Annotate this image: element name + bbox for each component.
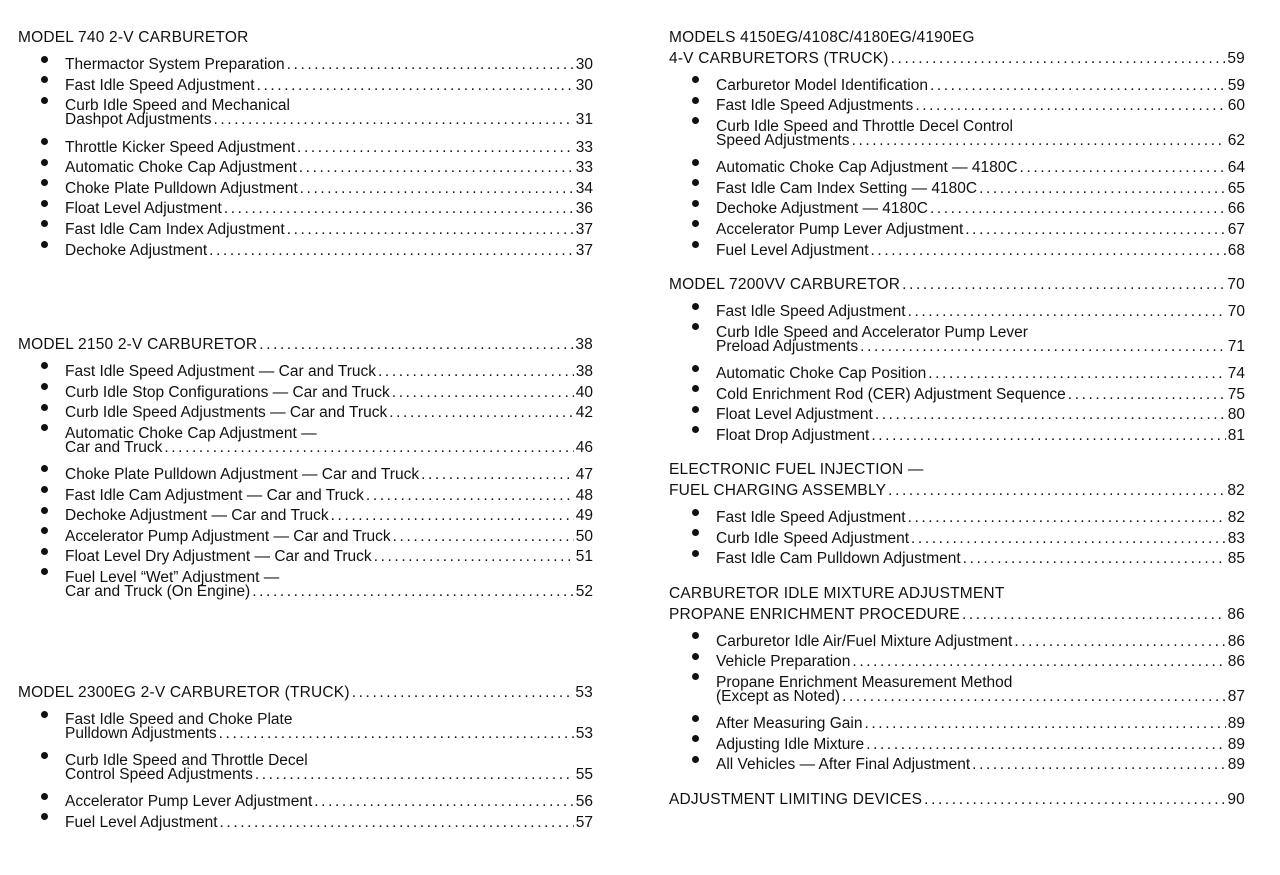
- toc-section: [669, 275, 1245, 444]
- dot-leader: [972, 755, 1226, 776]
- dot-leader: [871, 241, 1226, 262]
- dot-leader: [299, 158, 574, 179]
- entry-title: Thermactor System Preparation: [65, 56, 285, 74]
- bullet-icon: [18, 213, 65, 234]
- dot-leader: [366, 486, 574, 507]
- bullet-icon: [18, 376, 65, 397]
- dot-leader: [963, 549, 1226, 570]
- dot-leader: [842, 687, 1226, 708]
- bullet-icon: [18, 786, 65, 807]
- page-number: 70: [1227, 303, 1245, 321]
- entry-title: Automatic Choke Cap Adjustment: [65, 159, 297, 177]
- dot-leader: [331, 506, 574, 527]
- toc-entry: [18, 582, 593, 603]
- bullet-icon: [18, 458, 65, 479]
- dot-leader: [374, 547, 574, 568]
- toc-entry: [669, 502, 1245, 527]
- dot-leader: [871, 426, 1225, 447]
- dot-leader: [164, 438, 573, 459]
- bullet-icon: [669, 69, 716, 90]
- toc-entry: [669, 69, 1245, 94]
- dot-leader: [866, 735, 1226, 756]
- page-number: 87: [1227, 688, 1245, 705]
- dot-leader: [255, 765, 574, 786]
- page-number: 38: [575, 363, 593, 381]
- entry-title: Car and Truck (On Engine): [65, 582, 251, 600]
- page-number: 46: [575, 438, 593, 456]
- page-number: 86: [1227, 653, 1245, 671]
- dot-leader: [911, 529, 1226, 550]
- page-number: 81: [1227, 426, 1245, 444]
- entry-title: Curb Idle Speed and Throttle Decel Control: [716, 117, 1013, 135]
- entry-title: Choke Plate Pulldown Adjustment: [65, 179, 298, 197]
- toc-section: [18, 28, 593, 259]
- page-number: 34: [575, 179, 593, 197]
- entry-title: Curb Idle Speed and Throttle Decel: [65, 752, 308, 770]
- entry-title: Cold Enrichment Rod (CER) Adjustment Sequence: [716, 385, 1066, 403]
- bullet-icon: [18, 500, 65, 521]
- entry-title: Fast Idle Cam Index Adjustment: [65, 220, 285, 238]
- page-number: 38: [575, 335, 593, 353]
- dot-leader: [930, 76, 1226, 97]
- entry-title: Accelerator Pump Lever Adjustment: [65, 793, 313, 811]
- dot-leader: [930, 199, 1226, 220]
- bullet-icon: [669, 193, 716, 214]
- bullet-icon: [18, 704, 65, 725]
- entry-title: Fast Idle Cam Index Setting — 4180C: [716, 179, 978, 197]
- dot-leader: [1020, 158, 1226, 179]
- page-number: 68: [1227, 241, 1245, 259]
- bullet-icon: [669, 90, 716, 111]
- page-number: 55: [575, 766, 593, 784]
- entry-title: MODEL 2300EG 2-V CARBURETOR (TRUCK): [18, 683, 350, 701]
- page-number: 56: [575, 793, 593, 811]
- bullet-icon: [18, 520, 65, 541]
- dot-leader: [219, 724, 574, 745]
- entry-title: Float Level Adjustment: [716, 406, 873, 424]
- page-number: 49: [575, 507, 593, 525]
- toc-entry: [669, 687, 1245, 708]
- entry-title: ADJUSTMENT LIMITING DEVICES: [669, 790, 923, 808]
- entry-title: Curb Idle Speed Adjustments — Car and Truck: [65, 404, 388, 422]
- toc-entry: [18, 110, 593, 131]
- bullet-icon: [669, 522, 716, 543]
- bullet-icon: [669, 502, 716, 523]
- dot-leader: [352, 683, 574, 704]
- entry-title: Propane Enrichment Measurement Method: [716, 674, 1013, 691]
- dot-leader: [902, 275, 1225, 296]
- page-number: 67: [1227, 220, 1245, 238]
- page-number: 86: [1227, 632, 1245, 650]
- bullet-icon: [669, 152, 716, 173]
- dot-leader: [259, 335, 573, 356]
- dot-leader: [209, 241, 574, 262]
- right-column: [669, 28, 1245, 811]
- page-number: 74: [1227, 365, 1245, 383]
- bullet-icon: [669, 728, 716, 749]
- section-heading: [669, 460, 1245, 481]
- dot-leader: [287, 220, 574, 241]
- bullet-icon: [18, 806, 65, 827]
- page-number: 65: [1227, 179, 1245, 197]
- entry-title: Fast Idle Speed and Choke Plate: [65, 711, 293, 729]
- entry-title: Curb Idle Speed Adjustment: [716, 529, 910, 547]
- dot-leader: [860, 337, 1226, 358]
- entry-title: All Vehicles — After Final Adjustment: [716, 756, 971, 774]
- entry-title: Vehicle Preparation: [716, 653, 851, 671]
- page-number: 36: [575, 200, 593, 218]
- toc-entry: [669, 131, 1245, 152]
- page-number: 75: [1227, 385, 1245, 403]
- entry-title: Fuel Level Adjustment: [65, 814, 218, 832]
- entry-title: Carburetor Model Identification: [716, 76, 928, 94]
- bullet-icon: [669, 110, 716, 131]
- dot-leader: [421, 465, 574, 486]
- entry-title: Fast Idle Cam Adjustment — Car and Truck: [65, 486, 364, 504]
- bullet-icon: [669, 543, 716, 564]
- entry-title: PROPANE ENRICHMENT PROCEDURE: [669, 605, 960, 623]
- entry-title: Fast Idle Cam Pulldown Adjustment: [716, 550, 961, 568]
- page-number: 37: [575, 241, 593, 259]
- entry-title: Car and Truck: [65, 438, 163, 456]
- page-number: 90: [1227, 790, 1245, 808]
- entry-title: (Except as Noted): [716, 688, 841, 705]
- bullet-icon: [669, 708, 716, 729]
- page-number: 53: [575, 725, 593, 743]
- dot-leader: [908, 302, 1226, 323]
- page-number: 59: [1227, 49, 1245, 67]
- section-heading: [18, 335, 593, 356]
- bullet-icon: [669, 749, 716, 770]
- section-heading: [18, 28, 593, 49]
- section-heading: [669, 584, 1245, 605]
- dot-leader: [393, 527, 574, 548]
- bullet-icon: [18, 69, 65, 90]
- entry-title: Fast Idle Speed Adjustment: [716, 303, 906, 321]
- page-number: 85: [1227, 550, 1245, 568]
- toc-entry: [18, 131, 593, 156]
- bullet-icon: [669, 172, 716, 193]
- page-number: 47: [575, 466, 593, 484]
- dot-leader: [915, 96, 1225, 117]
- entry-title: Fast Idle Speed Adjustments: [716, 97, 914, 115]
- page-number: 64: [1227, 159, 1245, 177]
- bullet-icon: [669, 296, 716, 317]
- entry-title: Fast Idle Speed Adjustment: [716, 509, 906, 527]
- entry-title: Dechoke Adjustment — 4180C: [716, 200, 928, 218]
- dot-leader: [864, 714, 1225, 735]
- bullet-icon: [669, 234, 716, 255]
- entry-title: MODEL 740 2-V CARBURETOR: [18, 29, 249, 46]
- toc-entry: [18, 355, 593, 381]
- page-number: 33: [575, 138, 593, 156]
- dot-leader: [257, 76, 574, 97]
- dot-leader: [378, 362, 574, 383]
- bullet-icon: [18, 417, 65, 438]
- entry-title: Accelerator Pump Lever Adjustment: [716, 220, 964, 238]
- toc-entry: [18, 704, 593, 729]
- page-number: 62: [1227, 131, 1245, 149]
- section-heading: [669, 49, 1245, 70]
- entry-title: After Measuring Gain: [716, 715, 863, 733]
- bullet-icon: [669, 419, 716, 440]
- page-number: 70: [1227, 276, 1245, 294]
- toc-entry: [18, 458, 593, 484]
- dot-leader: [213, 110, 573, 131]
- bullet-icon: [18, 131, 65, 152]
- entry-title: Curb Idle Stop Configurations — Car and Truck: [65, 383, 390, 401]
- page-number: 30: [575, 76, 593, 94]
- toc-section: [669, 28, 1245, 259]
- entry-title: Float Level Adjustment: [65, 200, 222, 218]
- bullet-icon: [669, 213, 716, 234]
- section-heading: [669, 605, 1245, 626]
- toc-entry: [669, 625, 1245, 650]
- dot-leader: [392, 383, 574, 404]
- bullet-icon: [669, 666, 716, 687]
- bullet-icon: [669, 378, 716, 399]
- bullet-icon: [18, 355, 65, 376]
- dot-leader: [389, 403, 574, 424]
- page-number: 33: [575, 159, 593, 177]
- section-heading: [669, 481, 1245, 502]
- page-number: 83: [1227, 529, 1245, 547]
- bullet-icon: [18, 90, 65, 111]
- entry-title: Carburetor Idle Air/Fuel Mixture Adjustment: [716, 632, 1013, 650]
- entry-title: Pulldown Adjustments: [65, 725, 217, 743]
- toc-entry: [669, 296, 1245, 321]
- page-number: 80: [1227, 406, 1245, 424]
- bullet-icon: [18, 193, 65, 214]
- page-number: 59: [1227, 76, 1245, 94]
- bullet-icon: [18, 172, 65, 193]
- bullet-icon: [18, 234, 65, 255]
- toc-entry: [18, 49, 593, 74]
- entry-title: Automatic Choke Cap Adjustment — 4180C: [716, 159, 1018, 177]
- dot-leader: [1068, 385, 1226, 406]
- dot-leader: [891, 49, 1226, 70]
- bullet-icon: [18, 479, 65, 500]
- page-number: 30: [575, 56, 593, 74]
- entry-title: Fuel Level Adjustment: [716, 241, 869, 259]
- dot-leader: [297, 138, 574, 159]
- bullet-icon: [18, 397, 65, 418]
- page-number: 42: [575, 404, 593, 422]
- toc-section: [18, 683, 593, 832]
- page-number: 52: [575, 582, 593, 600]
- dot-leader: [908, 508, 1226, 529]
- dot-leader: [1014, 632, 1225, 653]
- toc-entry: [18, 724, 593, 745]
- toc-entry: [18, 438, 593, 459]
- bullet-icon: [18, 561, 65, 582]
- bullet-icon: [18, 49, 65, 70]
- dot-leader: [979, 179, 1226, 200]
- entry-title: Choke Plate Pulldown Adjustment — Car and Truck: [65, 466, 420, 484]
- toc-entry: [18, 745, 593, 770]
- page-number: 71: [1227, 337, 1245, 355]
- bullet-icon: [669, 399, 716, 420]
- toc-entry: [669, 152, 1245, 177]
- page-number: 40: [575, 383, 593, 401]
- page-number: 89: [1227, 756, 1245, 774]
- entry-title: Curb Idle Speed and Accelerator Pump Lever: [716, 323, 1028, 341]
- bullet-icon: [669, 646, 716, 667]
- page-number: 86: [1227, 605, 1245, 623]
- dot-leader: [888, 481, 1225, 502]
- section-heading: [18, 683, 593, 704]
- page-number: 57: [575, 814, 593, 832]
- page-number: 89: [1227, 735, 1245, 753]
- page-number: 48: [575, 486, 593, 504]
- toc-section: [669, 460, 1245, 568]
- entry-title: Throttle Kicker Speed Adjustment: [65, 138, 296, 156]
- entry-title: CARBURETOR IDLE MIXTURE ADJUSTMENT: [669, 585, 1005, 603]
- dot-leader: [224, 199, 574, 220]
- dot-leader: [928, 364, 1226, 385]
- bullet-icon: [669, 358, 716, 379]
- toc-section: [669, 584, 1245, 774]
- dot-leader: [300, 179, 574, 200]
- page-number: 37: [575, 220, 593, 238]
- entry-title: ELECTRONIC FUEL INJECTION —: [669, 461, 924, 479]
- toc-entry: [669, 708, 1245, 733]
- page-number: 66: [1227, 200, 1245, 218]
- page-number: 60: [1227, 97, 1245, 115]
- dot-leader: [962, 605, 1225, 626]
- dot-leader: [252, 582, 574, 603]
- bullet-icon: [18, 541, 65, 562]
- entry-title: Automatic Choke Cap Position: [716, 365, 927, 383]
- entry-title: Dechoke Adjustment — Car and Truck: [65, 507, 329, 525]
- dot-leader: [875, 405, 1226, 426]
- dot-leader: [287, 55, 574, 76]
- entry-title: Fast Idle Speed Adjustment — Car and Truck: [65, 363, 377, 381]
- section-heading: [669, 275, 1245, 296]
- entry-title: FUEL CHARGING ASSEMBLY: [669, 482, 887, 500]
- entry-title: Speed Adjustments: [716, 131, 850, 149]
- page-number: 51: [575, 548, 593, 566]
- toc-entry: [18, 786, 593, 811]
- page-number: 82: [1227, 509, 1245, 527]
- toc-entry: [669, 358, 1245, 383]
- toc-entry: [669, 337, 1245, 358]
- page-number: 89: [1227, 715, 1245, 733]
- dot-leader: [924, 790, 1225, 811]
- section-heading: [669, 790, 1245, 811]
- entry-title: Float Level Dry Adjustment — Car and Truck: [65, 548, 372, 566]
- entry-title: 4-V CARBURETORS (TRUCK): [669, 49, 889, 67]
- entry-title: Float Drop Adjustment: [716, 426, 870, 444]
- page-number: 53: [575, 683, 593, 701]
- section-heading: [669, 28, 1245, 49]
- toc-section: [18, 335, 593, 603]
- dot-leader: [314, 792, 573, 813]
- entry-title: Curb Idle Speed and Mechanical: [65, 97, 290, 115]
- entry-title: Fuel Level “Wet” Adjustment —: [65, 568, 280, 586]
- entry-title: MODELS 4150EG/4108C/4180EG/4190EG: [669, 29, 975, 46]
- bullet-icon: [669, 316, 716, 337]
- page-number: 50: [575, 527, 593, 545]
- dot-leader: [965, 220, 1225, 241]
- dot-leader: [220, 813, 574, 834]
- entry-title: Control Speed Adjustments: [65, 766, 253, 784]
- entry-title: MODEL 7200VV CARBURETOR: [669, 276, 901, 294]
- entry-title: Automatic Choke Cap Adjustment —: [65, 424, 317, 442]
- entry-title: Preload Adjustments: [716, 337, 859, 355]
- entry-title: Adjusting Idle Mixture: [716, 735, 865, 753]
- left-column: [18, 28, 593, 832]
- entry-title: Dashpot Adjustments: [65, 111, 212, 129]
- toc-section: [669, 790, 1245, 811]
- bullet-icon: [18, 152, 65, 173]
- entry-title: Dechoke Adjustment: [65, 241, 208, 259]
- page-number: 82: [1227, 482, 1245, 500]
- toc-entry: [18, 765, 593, 786]
- entry-title: Accelerator Pump Adjustment — Car and Truck: [65, 527, 391, 545]
- dot-leader: [852, 131, 1226, 152]
- bullet-icon: [669, 625, 716, 646]
- entry-title: Fast Idle Speed Adjustment: [65, 76, 255, 94]
- bullet-icon: [18, 745, 65, 766]
- entry-title: MODEL 2150 2-V CARBURETOR: [18, 335, 258, 353]
- page-number: 31: [575, 111, 593, 129]
- dot-leader: [852, 652, 1225, 673]
